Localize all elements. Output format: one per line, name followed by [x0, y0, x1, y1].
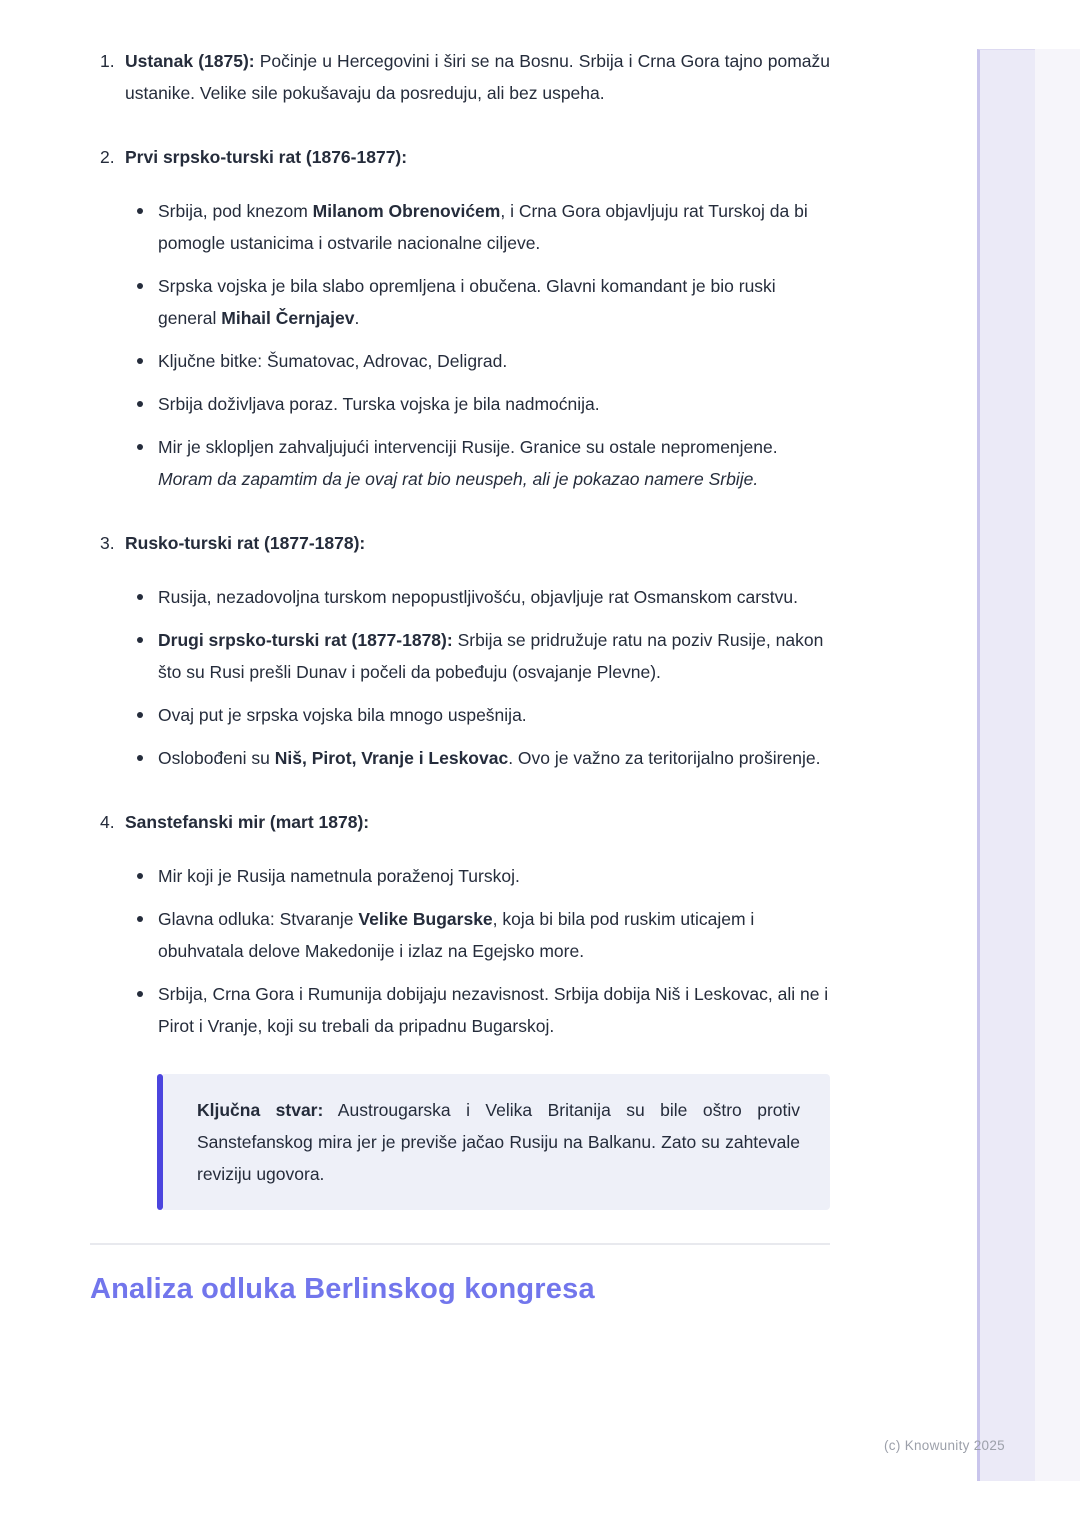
bold-text: Prvi srpsko-turski rat (1876-1877):: [125, 147, 408, 167]
bullet-item: [125, 978, 830, 1042]
text-segment: Srbija, pod knezom: [158, 201, 313, 221]
numbered-item: [100, 141, 830, 495]
bullet-item: [125, 742, 830, 774]
text-segment: Mir je sklopljen zahvaljujući intervenciji Rusije. Granice su ostale nepromenjene.: [158, 437, 778, 457]
bullet-item: [125, 388, 830, 420]
section-divider: [90, 1243, 830, 1245]
item-paragraph: [125, 141, 830, 173]
text-segment: Srbija se pridružuje ratu na poziv Rusije, nakon što su Rusi prešli Dunav i počeli da pobeđuju (osvajanje Plevne).: [158, 630, 824, 682]
text-segment: .: [354, 308, 360, 328]
text-segment: Glavna odluka: Stvaranje: [158, 909, 359, 929]
italic-note-text: Moram da zapamtim da je ovaj rat bio neuspeh, ali je pokazao namere Srbije.: [158, 469, 759, 489]
item-number: 1.: [100, 51, 115, 71]
numbered-item: [100, 527, 830, 774]
bold-text: Velike Bugarske: [358, 909, 493, 929]
numbered-item: [100, 806, 830, 1042]
text-segment: Srbija, Crna Gora i Rumunija dobijaju nezavisnost. Srbija dobija Niš i Leskovac, ali ne i Pirot i Vranje, koji su trebali da pripadnu Bugarskoj.: [158, 984, 829, 1036]
item-paragraph: [125, 806, 830, 838]
bold-text: Ključna stvar:: [197, 1100, 324, 1120]
bullet-list: [125, 860, 830, 1042]
notes-document: [90, 45, 830, 1307]
bullet-list: [125, 195, 830, 495]
text-segment: Ovaj put je srpska vojska bila mnogo uspešnija.: [158, 705, 527, 725]
text-segment: Počinje u Hercegovini i širi se na Bosnu. Srbija i Crna Gora tajno pomažu ustanike. Velike sile pokušavaju da posreduju, ali bez uspeha.: [125, 51, 830, 103]
section-heading: Analiza odluka Berlinskog kongresa: [90, 1273, 595, 1305]
bullet-item: [125, 699, 830, 731]
text-segment: Oslobođeni su: [158, 748, 275, 768]
bullet-item: [125, 860, 830, 892]
text-segment: , koja bi bila pod ruskim uticajem i obuhvatala delove Makedonije i izlaz na Egejsko more.: [158, 909, 755, 961]
next-page-edge-strip: [977, 49, 1035, 1481]
bold-text: Niš, Pirot, Vranje i Leskovac: [274, 748, 509, 768]
text-segment: Rusija, nezadovoljna turskom nepopustljivošću, objavljuje rat Osmanskom carstvu.: [158, 587, 799, 607]
text-segment: Mir koji je Rusija nametnula poraženoj Turskoj.: [158, 866, 520, 886]
watermark: (c) Knowunity 2025: [884, 1438, 1005, 1453]
item-number: 2.: [100, 147, 115, 167]
item-number: 3.: [100, 533, 115, 553]
bold-text: Mihail Černjajev: [221, 308, 355, 328]
text-segment: Srpska vojska je bila slabo opremljena i obučena. Glavni komandant je bio ruski general: [158, 276, 776, 328]
callout-text: [163, 1074, 830, 1210]
bullet-list: [125, 581, 830, 774]
bold-text: Rusko-turski rat (1877-1878):: [125, 533, 366, 553]
bullet-item: [125, 624, 830, 688]
bullet-item: [125, 581, 830, 613]
bold-text: Drugi srpsko-turski rat (1877-1878):: [158, 630, 453, 650]
page-edge-rail: [977, 49, 1080, 1481]
bold-text: Sanstefanski mir (mart 1878):: [125, 812, 370, 832]
bullet-item: [125, 345, 830, 377]
item-paragraph: [125, 527, 830, 559]
text-segment: Austrougarska i Velika Britanija su bile oštro protiv Sanstefanskog mira jer je previše jačao Rusiju na Balkanu. Zato su zahtevale reviziju ugovora.: [197, 1100, 801, 1184]
bold-text: Ustanak (1875):: [125, 51, 260, 71]
bold-text: Milanom Obrenovićem: [312, 201, 501, 221]
bullet-item: [125, 270, 830, 334]
text-segment: , i Crna Gora objavljuju rat Turskoj da bi pomogle ustanicima i ostvarile nacionalne ciljeve.: [158, 201, 808, 253]
bullet-item: [125, 431, 830, 495]
text-segment: . Ovo je važno za teritorijalno proširenje.: [508, 748, 821, 768]
key-point-callout: [157, 1074, 830, 1210]
text-segment: Ključne bitke: Šumatovac, Adrovac, Deligrad.: [158, 351, 508, 371]
item-number: 4.: [100, 812, 115, 832]
numbered-item: [100, 45, 830, 109]
text-segment: Srbija doživljava poraz. Turska vojska je bila nadmoćnija.: [158, 394, 600, 414]
bullet-item: [125, 195, 830, 259]
numbered-list: [100, 45, 830, 1042]
bullet-item: [125, 903, 830, 967]
item-paragraph: [125, 45, 830, 109]
